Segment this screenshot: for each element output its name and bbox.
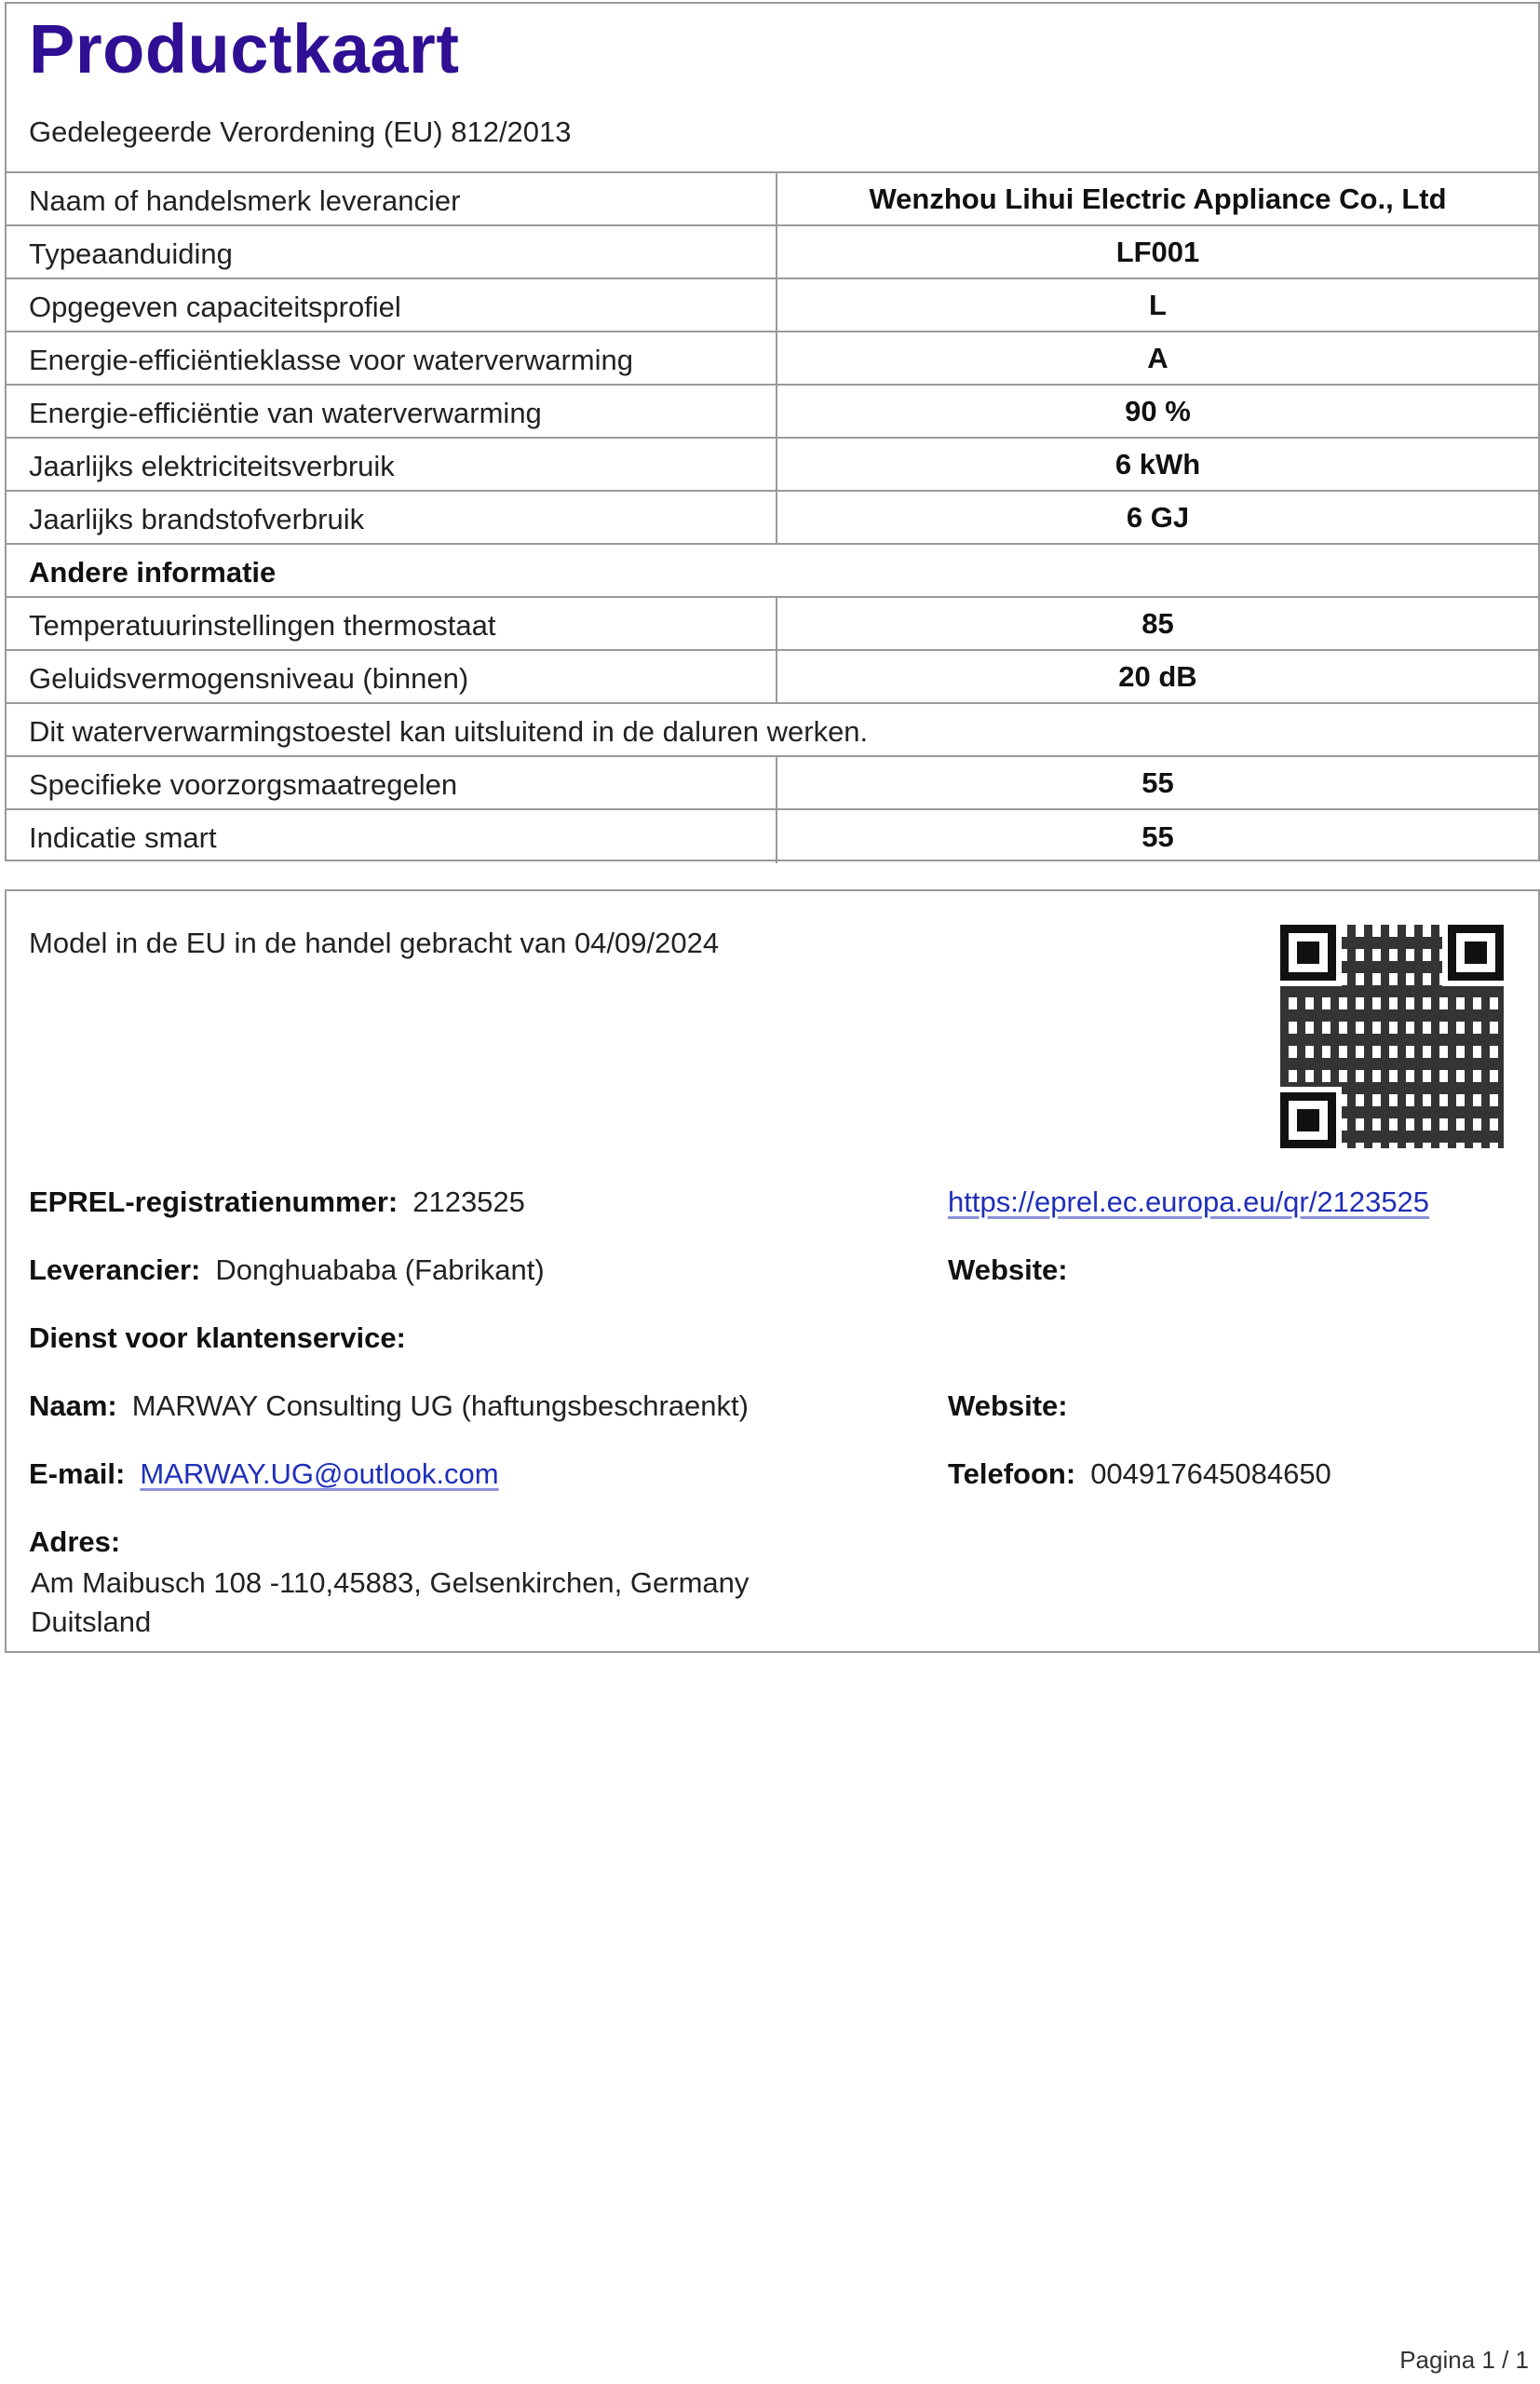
row-label: Energie-efficiëntieklasse voor waterverwarming: [29, 344, 633, 376]
row-value: 55: [776, 757, 1538, 808]
website-label: Website:: [948, 1253, 1068, 1286]
phone-field: [948, 1457, 1331, 1491]
customer-service-label: Dienst voor klantenservice:: [29, 1321, 406, 1354]
row-value: 6 GJ: [776, 492, 1538, 543]
model-date: Model in de EU in de handel gebracht van 04/09/2024: [29, 927, 720, 959]
table-row: [7, 651, 1538, 704]
row-label: Opgegeven capaciteitsprofiel: [29, 291, 401, 323]
eprel-label: EPREL-registratienummer:: [29, 1185, 399, 1218]
row-label: Energie-efficiëntie van waterverwarming: [29, 397, 542, 429]
row-label: Typeaanduiding: [29, 237, 233, 270]
row-label: Temperatuurinstellingen thermostaat: [29, 609, 496, 642]
table-row: [7, 810, 1538, 863]
email-label: E-mail:: [29, 1457, 126, 1490]
website2-label: Website:: [948, 1389, 1068, 1422]
row-label: Naam of handelsmerk leverancier: [29, 184, 461, 217]
qr-finder: [1280, 1092, 1336, 1148]
address-line-2: Duitsland: [31, 1605, 152, 1638]
note-row: [7, 704, 1538, 757]
table-row: [7, 598, 1538, 651]
address-label: Adres:: [29, 1525, 121, 1558]
qr-code-icon[interactable]: [1280, 925, 1504, 1148]
customer-service-heading: [29, 1321, 421, 1355]
table-row: [7, 492, 1538, 545]
row-value: 85: [776, 598, 1538, 649]
row-label: Indicatie smart: [29, 821, 217, 854]
table-row: [7, 173, 1538, 226]
supplier-value: Donghuababa (Fabrikant): [215, 1253, 545, 1286]
website2-field: [948, 1389, 1083, 1423]
eprel-number: 2123525: [412, 1185, 525, 1218]
address-line-1: Am Maibusch 108 -110,45883, Gelsenkirchen, Germany: [31, 1566, 750, 1599]
regulation-reference: Gedelegeerde Verordening (EU) 812/2013: [29, 115, 572, 148]
row-value: 6 kWh: [776, 439, 1538, 490]
row-value: LF001: [776, 226, 1538, 278]
row-value: 55: [776, 810, 1538, 863]
product-card: [5, 2, 1540, 861]
supplier-label: Leverancier:: [29, 1253, 201, 1286]
section-heading-row: [7, 545, 1538, 598]
row-value: Wenzhou Lihui Electric Appliance Co., Ltd: [776, 173, 1538, 224]
eprel-field: [29, 1185, 525, 1219]
name-field: [29, 1389, 749, 1423]
address-heading: [29, 1525, 135, 1559]
email-link[interactable]: MARWAY.UG@outlook.com: [140, 1457, 499, 1490]
email-field: [29, 1457, 499, 1491]
phone-label: Telefoon:: [948, 1457, 1076, 1490]
eprel-link[interactable]: https://eprel.ec.europa.eu/qr/2123525: [948, 1185, 1430, 1218]
table-row: [7, 757, 1538, 810]
row-value: L: [776, 279, 1538, 331]
row-label: Jaarlijks elektriciteitsverbruik: [29, 450, 395, 482]
name-label: Naam:: [29, 1389, 117, 1422]
off-peak-note: Dit waterverwarmingstoestel kan uitsluitend in de daluren werken.: [29, 715, 869, 748]
supplier-info-card: [5, 889, 1540, 1653]
page-title: Productkaart: [29, 10, 460, 88]
table-row: [7, 332, 1538, 386]
row-label: Jaarlijks brandstofverbruik: [29, 503, 365, 535]
table-row: [7, 386, 1538, 439]
name-value: MARWAY Consulting UG (haftungsbeschraenkt): [131, 1389, 749, 1422]
table-row: [7, 279, 1538, 332]
section-heading: Andere informatie: [29, 556, 277, 589]
supplier-field: [29, 1253, 545, 1287]
product-table: [7, 173, 1538, 863]
table-row: [7, 226, 1538, 279]
page-number: Pagina 1 / 1: [1399, 2346, 1529, 2374]
eprel-link-field: [948, 1185, 1429, 1219]
row-value: A: [776, 332, 1538, 384]
row-value: 90 %: [776, 386, 1538, 437]
qr-finder: [1280, 925, 1336, 981]
row-label: Specifieke voorzorgsmaatregelen: [29, 768, 458, 801]
row-label: Geluidsvermogensniveau (binnen): [29, 662, 469, 695]
website-field: [948, 1253, 1083, 1287]
table-row: [7, 439, 1538, 492]
qr-finder: [1448, 925, 1504, 981]
row-value: 20 dB: [776, 651, 1538, 702]
phone-value: 004917645084650: [1090, 1457, 1331, 1490]
address-block: [31, 1564, 749, 1642]
